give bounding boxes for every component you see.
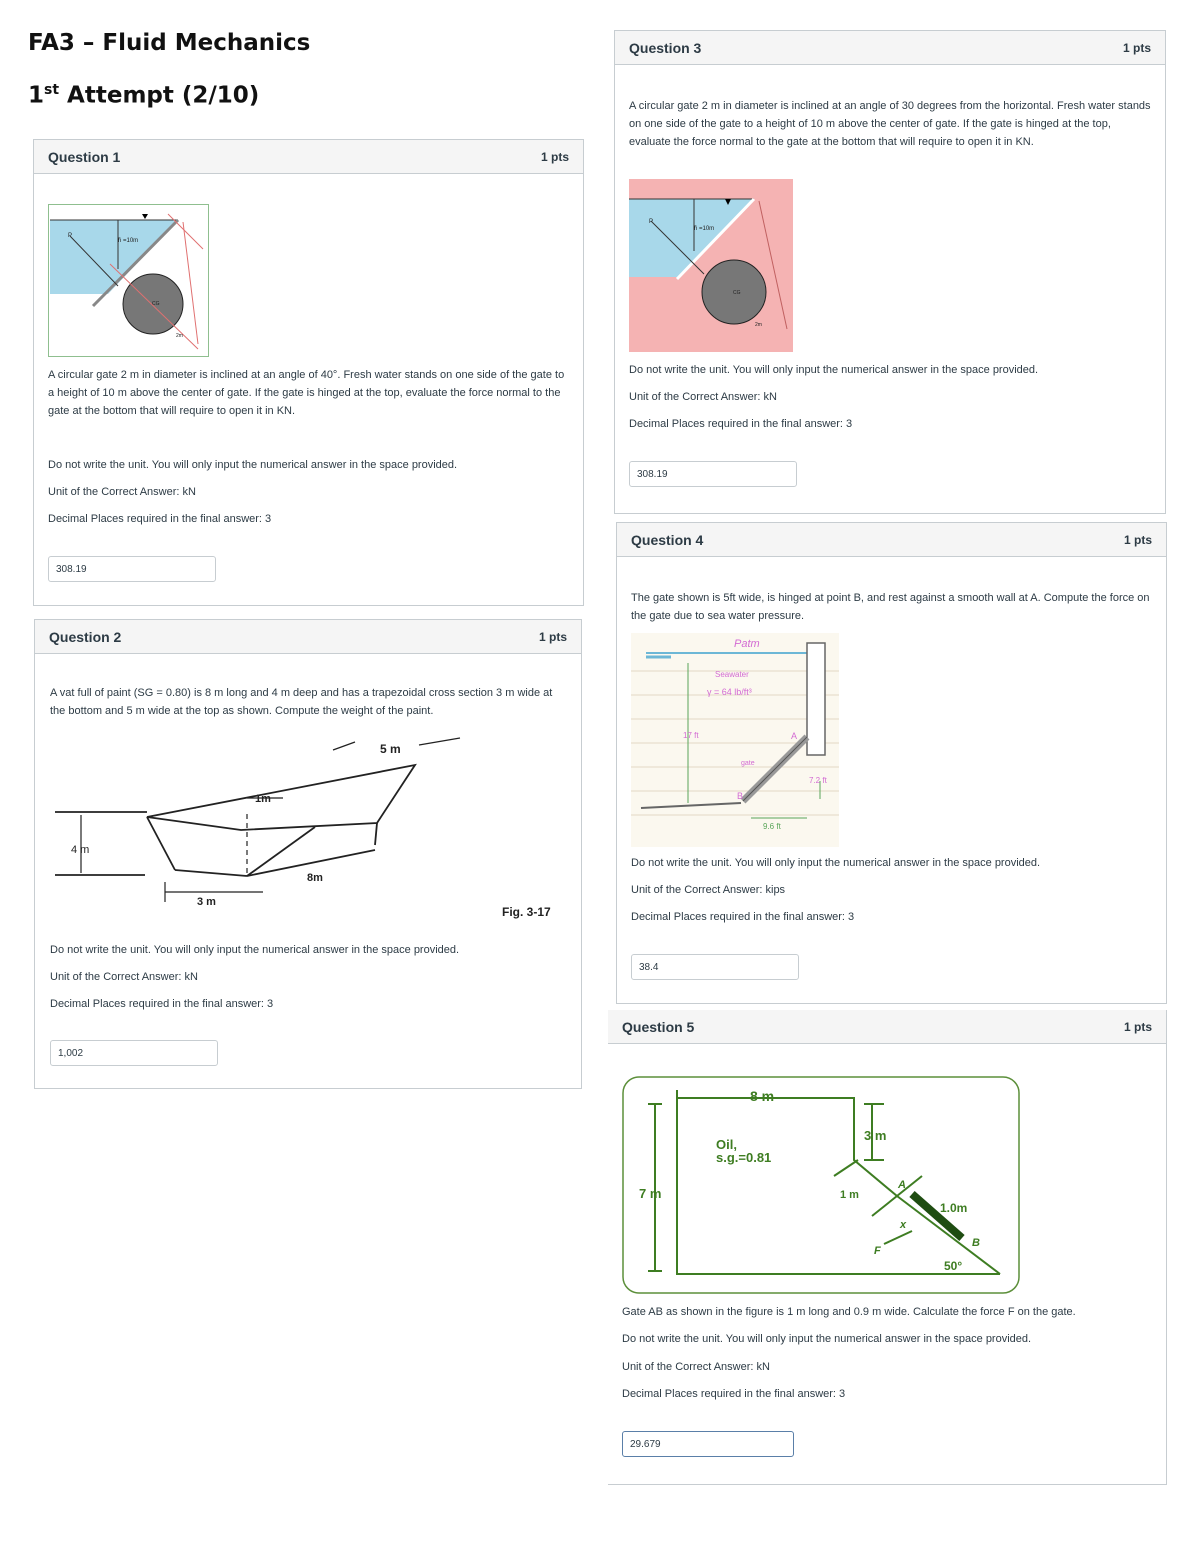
fig-sg: s.g.=0.81 [716, 1150, 772, 1165]
unit-of-answer: Unit of the Correct Answer: kN [50, 971, 198, 983]
fig-d-label: 2m [176, 333, 183, 339]
fig-h-label: h̄ =10m [118, 238, 139, 244]
fig-depth: 4 m [71, 844, 90, 856]
fig-point-a: A [898, 1179, 906, 1191]
unit-of-answer: Unit of the Correct Answer: kN [48, 486, 196, 498]
fig-h2: 9.6 ft [763, 822, 781, 831]
answer-input[interactable] [48, 556, 216, 582]
question-points: 1 pts [1123, 532, 1152, 547]
answer-input[interactable] [629, 461, 797, 487]
decimal-places: Decimal Places required in the final answer: 3 [622, 1388, 846, 1400]
fig-depth: 17 ft [683, 731, 699, 740]
attempt-ordinal: st [44, 82, 60, 98]
question-2-card [34, 619, 582, 1089]
fig-cg-label: CG [152, 301, 160, 307]
fig-one-m: 1m [255, 793, 271, 805]
question-5-card [608, 1010, 1167, 1485]
fig-one-m: 1 m [840, 1189, 859, 1201]
question-points: 1 pts [540, 149, 569, 164]
circular-gate-figure [629, 179, 793, 352]
fig-patm: Patm [734, 638, 760, 650]
unit-instruction: Do not write the unit. You will only input the numerical answer in the space provided. [50, 944, 460, 956]
answer-input[interactable] [50, 1040, 218, 1066]
question-header [617, 523, 1166, 557]
unit-of-answer: Unit of the Correct Answer: kips [631, 884, 786, 896]
fig-length: 8m [307, 872, 323, 884]
attempt-number: 1 [28, 82, 45, 109]
question-title: Question 1 [48, 148, 121, 165]
fig-cg-label: CG [733, 290, 741, 296]
fig-h-label: h̄ =10m [694, 226, 715, 232]
decimal-places: Decimal Places required in the final answer: 3 [48, 513, 272, 525]
question-points: 1 pts [538, 629, 567, 644]
fig-caption: Fig. 3-17 [502, 905, 551, 919]
hinged-gate-figure [631, 633, 839, 847]
attempt-label: Attempt (2/10) [59, 82, 260, 109]
fig-width: 8 m [750, 1088, 775, 1104]
question-3-card [614, 30, 1166, 514]
fig-gate: gate [741, 760, 755, 767]
unit-instruction: Do not write the unit. You will only input the numerical answer in the space provided. [48, 459, 458, 471]
question-header [35, 620, 581, 654]
fig-angle: 50° [944, 1259, 963, 1273]
fig-gate-length: 1.0m [940, 1201, 968, 1215]
fig-point-a: A [791, 731, 798, 741]
unit-of-answer: Unit of the Correct Answer: kN [629, 391, 777, 403]
fig-h1: 7.2 ft [809, 776, 827, 785]
fig-p-label: P [68, 233, 73, 239]
fig-point-b: B [737, 791, 744, 801]
fig-bottom-width: 3 m [197, 896, 216, 908]
question-title: Question 2 [49, 628, 122, 645]
fig-top: 3 m [864, 1128, 887, 1143]
unit-of-answer: Unit of the Correct Answer: kN [622, 1361, 770, 1373]
question-title: Question 4 [631, 531, 704, 548]
fig-seawater: Seawater [715, 670, 749, 679]
oil-tank-gate-figure [622, 1076, 1022, 1296]
answer-input[interactable] [631, 954, 799, 980]
question-text: A circular gate 2 m in diameter is inclined at an angle of 30 degrees from the horizontal. Fresh water stands on one side of the gate to a height of 10 m above the center of gate. If the gate is hinged at the top, evaluate the force normal to the gate at the bottom that will require to open it in KN. [629, 100, 1151, 148]
question-points: 1 pts [1122, 40, 1151, 55]
unit-instruction: Do not write the unit. You will only input the numerical answer in the space provided. [622, 1333, 1032, 1345]
fig-p-label: P [649, 219, 654, 225]
fig-top-width: 5 m [380, 742, 401, 756]
fig-d-label: 2m [755, 322, 762, 328]
unit-instruction: Do not write the unit. You will only input the numerical answer in the space provided. [631, 857, 1041, 869]
question-4-card [616, 522, 1167, 1004]
trapezoidal-vat-figure [55, 730, 565, 920]
fig-gamma: γ = 64 lb/ft³ [707, 687, 752, 697]
fig-oil: Oil, [716, 1137, 737, 1152]
attempt-heading [28, 82, 259, 109]
question-header [615, 31, 1165, 65]
question-points: 1 pts [1123, 1019, 1152, 1034]
question-text: A vat full of paint (SG = 0.80) is 8 m long and 4 m deep and has a trapezoidal cross section 3 m wide at the bottom and 5 m wide at the top as shown. Compute the weight of the paint. [50, 687, 553, 717]
unit-instruction: Do not write the unit. You will only input the numerical answer in the space provided. [629, 364, 1039, 376]
question-text: The gate shown is 5ft wide, is hinged at point B, and rest against a smooth wall at A. Compute the force on the gate due to sea water pressure. [631, 592, 1150, 622]
question-text: Gate AB as shown in the figure is 1 m long and 0.9 m wide. Calculate the force F on the gate. [622, 1306, 1076, 1318]
question-title: Question 5 [622, 1018, 695, 1035]
decimal-places: Decimal Places required in the final answer: 3 [631, 911, 855, 923]
answer-input[interactable] [622, 1431, 794, 1457]
question-1-card [33, 139, 584, 606]
question-header [34, 140, 583, 174]
question-text: A circular gate 2 m in diameter is inclined at an angle of 40°. Fresh water stands on one side of the gate to a height of 10 m above the center of gate. If the gate is hinged at the top, evaluate the force normal to the gate at the bottom that will require to open it in KN. [48, 369, 565, 417]
document-title: FA3 – Fluid Mechanics [28, 30, 311, 56]
decimal-places: Decimal Places required in the final answer: 3 [50, 998, 274, 1010]
decimal-places: Decimal Places required in the final answer: 3 [629, 418, 853, 430]
fig-x: x [900, 1219, 907, 1231]
fig-force: F [874, 1245, 881, 1257]
fig-point-b: B [972, 1237, 980, 1249]
question-title: Question 3 [629, 39, 702, 56]
fig-height: 7 m [639, 1186, 662, 1201]
circular-gate-figure [48, 204, 210, 359]
question-header [608, 1010, 1166, 1044]
